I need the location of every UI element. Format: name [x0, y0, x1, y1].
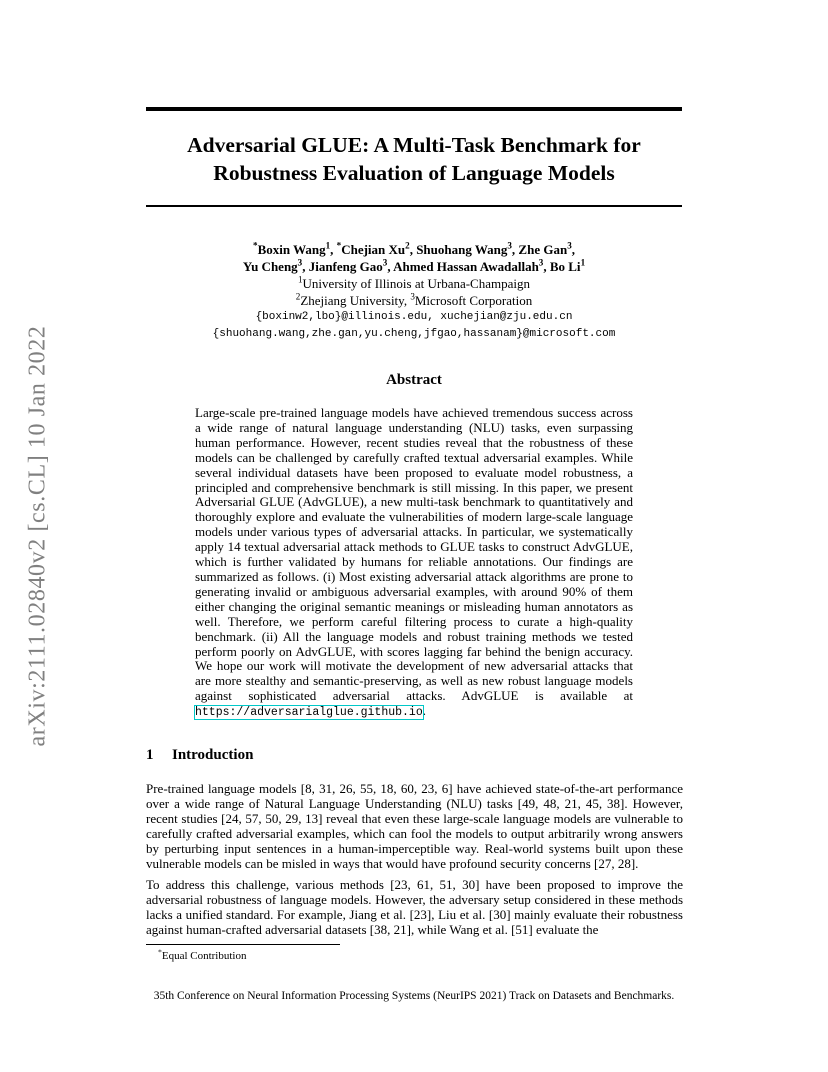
footnote-rule — [146, 944, 340, 945]
title-bottom-rule — [146, 205, 682, 207]
email-line-1: {boxinw2,lbo}@illinois.edu, xuchejian@zju.edu.cn — [255, 311, 573, 323]
author-block: *Boxin Wang$^1$, *Chejian Xu$^2$, Shuohang Wang$^3$, Zhe Gan$^3$, Yu Cheng$^3$, Jianfeng Gao$^3$, Ahmed Hassan Awadallah$^3$, Bo Li$^1$ $^1$University of Illinois at Urbana-Champaign $^2$Zhejiang University, $^3$Microsoft Corporation {boxinw2,lbo}@illinois.edu, xuchejian@zju.edu.cn {shuohang.wang,zhe.gan,yu.cheng,jfgao,hassanam}@microsoft.com — [146, 241, 682, 343]
section-heading-introduction: 1 Introduction — [146, 747, 254, 763]
conference-footer: 35th Conference on Neural Information Processing Systems (NeurIPS 2021) Track on Datasets and Benchmarks. — [153, 990, 675, 1002]
intro-paragraph-2: To address this challenge, various methods [23, 61, 51, 30] have been proposed to improve the adversarial robustness of language models. However, the adversary setup considered in these methods lacks a unified standard. For example, Jiang et al. [23], Liu et al. [30] mainly evaluate their robustness against human-crafted adversarial datasets [38, 21], while Wang et al. [51] evaluate the — [146, 877, 683, 937]
abstract-text: Large-scale pre-trained language models have achieved tremendous success across a wide range of natural language understanding (NLU) tasks, even surpassing human performance. However, recent studies reveal that the robustness of these models can be challenged by carefully crafted textual adversarial examples. While several individual datasets have been proposed to evaluate model robustness, a principled and comprehensive benchmark is still missing. In this paper, we present Adversarial GLUE (AdvGLUE), a new multi-task benchmark to quantitatively and thoroughly explore and evaluate the vulnerabilities of modern large-scale language models under various types of adversarial attacks. In particular, we systematically apply 14 textual adversarial attack methods to GLUE tasks to construct AdvGLUE, which is further validated by humans for reliable annotations. Our findings are summarized as follows. (i) Most existing adversarial attack algorithms are prone to generating invalid or ambiguous adversarial examples, with around 90% of them either changing the original semantic meanings or misleading human annotators as well. Therefore, we perform careful filtering process to curate a high-quality benchmark. (ii) All the language models and robust training methods we tested perform poorly on AdvGLUE, with scores lagging far behind the benign accuracy. We hope our work will motivate the development of new adversarial attacks that are more stealthy and semantic-preserving, as well as new robust language models against sophisticated adversarial attacks. AdvGLUE is available at https://adversarialglue.github.io. — [195, 405, 633, 720]
abstract-link[interactable]: https://adversarialglue.github.io — [195, 706, 423, 720]
intro-paragraph-1: Pre-trained language models [8, 31, 26, 55, 18, 60, 23, 6] have achieved state-of-the-art performance over a wide range of Natural Language Understanding (NLU) tasks [49, 48, 21, 45, 38]. However, recent studies [24, 57, 50, 29, 13] reveal that even these large-scale language models are vulnerable to carefully crafted adversarial examples, which can fool the models to output arbitrarily wrong answers by perturbing input sentences in a human-imperceptible way. Real-world systems built upon these vulnerable models can be misled in ways that would have profound security concerns [27, 28]. — [146, 781, 683, 871]
email-line-2: {shuohang.wang,zhe.gan,yu.cheng,jfgao,hassanam}@microsoft.com — [212, 328, 616, 340]
abstract-heading: Abstract — [386, 372, 442, 388]
title-top-rule — [146, 107, 682, 111]
footnote: *Equal Contribution — [158, 947, 247, 962]
paper-title: Adversarial GLUE: A Multi-Task Benchmark for Robustness Evaluation of Language Models — [187, 133, 641, 185]
